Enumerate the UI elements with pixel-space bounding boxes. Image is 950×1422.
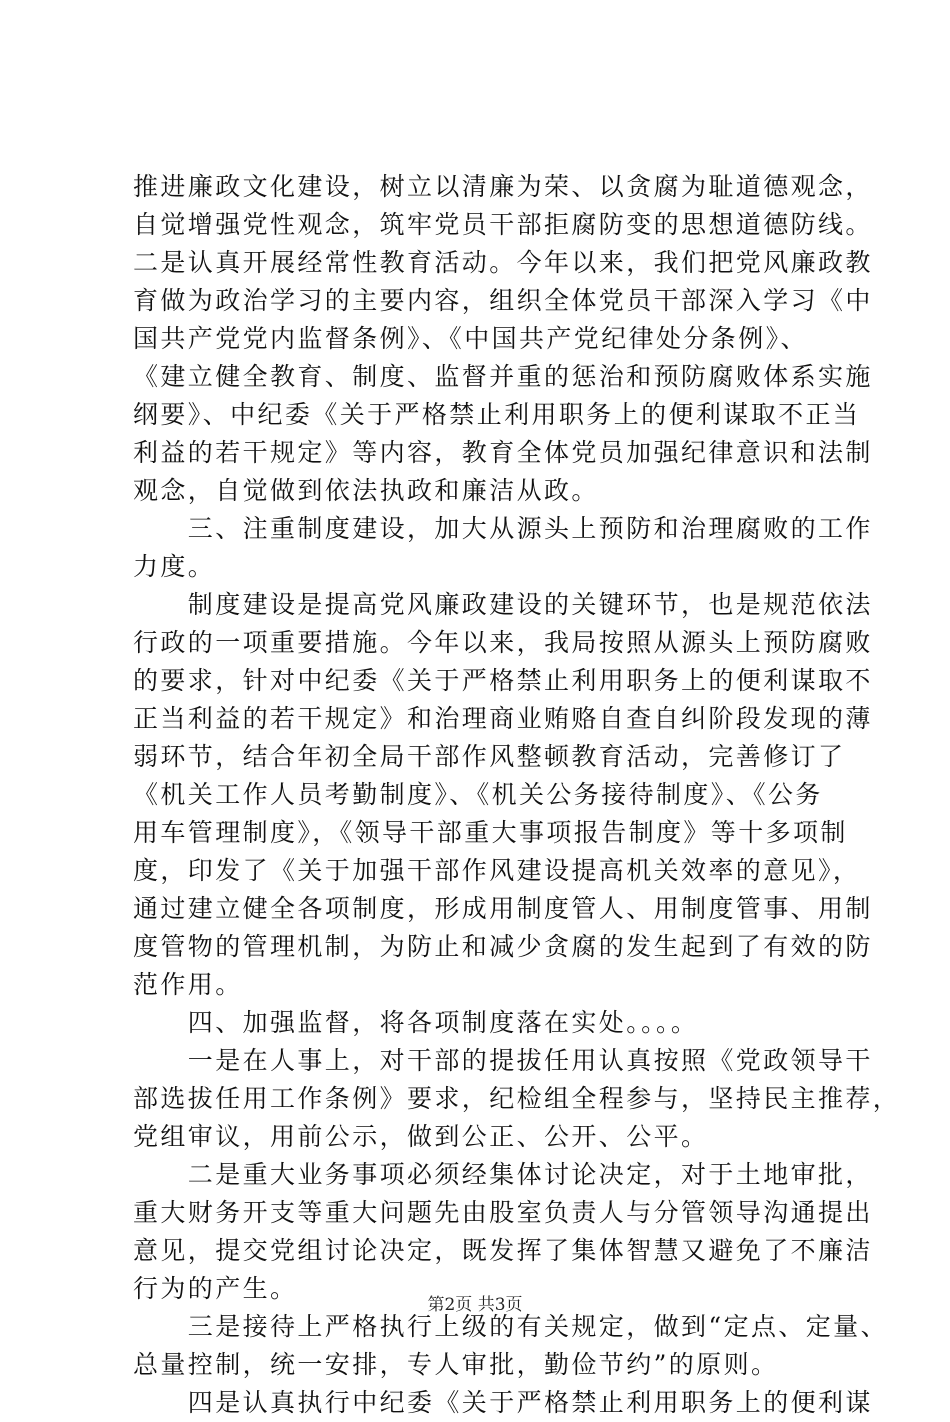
text-line: 推进廉政文化建设，树立以清廉为荣、以贪腐为耻道德观念，: [133, 172, 873, 201]
page-footer: 第2页 共3页: [427, 1295, 523, 1315]
text-line: 弱环节，结合年初全局干部作风整顿教育活动，完善修订了: [133, 742, 846, 771]
text-line: 党组审议，用前公示，做到公正、公开、公平。: [133, 1122, 709, 1151]
text-line: 二是重大业务事项必须经集体讨论决定，对于土地审批，: [133, 1160, 873, 1189]
text-line: 《机关工作人员考勤制度》、《机关公务接待制度》、《公务: [133, 780, 823, 809]
text-line: 《建立健全教育、制度、监督并重的惩治和预防腐败体系实施: [133, 362, 873, 391]
text-line: 的要求，针对中纪委《关于严格禁止利用职务上的便利谋取不: [133, 666, 873, 695]
text-line: 正当利益的若干规定》和治理商业贿赂自查自纠阶段发现的薄: [133, 704, 873, 733]
text-line: 利益的若干规定》等内容，教育全体党员加强纪律意识和法制: [133, 438, 873, 467]
text-line: 一是在人事上，对干部的提拔任用认真按照《党政领导干: [133, 1046, 873, 1075]
text-line: 部选拔任用工作条例》要求，纪检组全程参与，坚持民主推荐，: [133, 1084, 901, 1113]
text-line: 四、加强监督，将各项制度落在实处。。。。: [133, 1008, 699, 1037]
text-line: 三、注重制度建设，加大从源头上预防和治理腐败的工作: [133, 514, 873, 543]
text-line: 范作用。: [133, 970, 243, 999]
text-line: 制度建设是提高党风廉政建设的关键环节，也是规范依法: [133, 590, 873, 619]
text-line: 国共产党党内监督条例》、《中国共产党纪律处分条例》、: [133, 324, 808, 353]
text-line: 力度。: [133, 552, 216, 581]
text-line: 行为的产生。: [133, 1274, 298, 1303]
text-line: 纲要》、中纪委《关于严格禁止利用职务上的便利谋取不正当: [133, 400, 861, 429]
text-line: 三是接待上严格执行上级的有关规定，做到“定点、定量、: [133, 1312, 888, 1341]
text-line: 重大财务开支等重大问题先由股室负责人与分管领导沟通提出: [133, 1198, 873, 1227]
text-line: 通过建立健全各项制度，形成用制度管人、用制度管事、用制: [133, 894, 873, 923]
text-line: 育做为政治学习的主要内容，组织全体党员干部深入学习《中: [133, 286, 873, 315]
text-line: 意见，提交党组讨论决定，既发挥了集体智慧又避免了不廉洁: [133, 1236, 873, 1265]
document-body: [133, 168, 901, 1422]
text-line: 二是认真开展经常性教育活动。今年以来，我们把党风廉政教: [133, 248, 873, 277]
text-line: 四是认真执行中纪委《关于严格禁止利用职务上的便利谋: [133, 1388, 873, 1417]
text-line: 度，印发了《关于加强干部作风建设提高机关效率的意见》，: [133, 856, 861, 885]
text-line: 度管物的管理机制，为防止和减少贪腐的发生起到了有效的防: [133, 932, 873, 961]
text-line: 用车管理制度》，《领导干部重大事项报告制度》等十多项制: [133, 818, 848, 847]
text-line: 观念，自觉做到依法执政和廉洁从政。: [133, 476, 599, 505]
text-line: 自觉增强党性观念，筑牢党员干部拒腐防变的思想道德防线。: [133, 210, 873, 239]
text-line: 行政的一项重要措施。今年以来，我局按照从源头上预防腐败: [133, 628, 873, 657]
text-line: 总量控制，统一安排，专人审批，勤俭节约”的原则。: [133, 1350, 779, 1379]
